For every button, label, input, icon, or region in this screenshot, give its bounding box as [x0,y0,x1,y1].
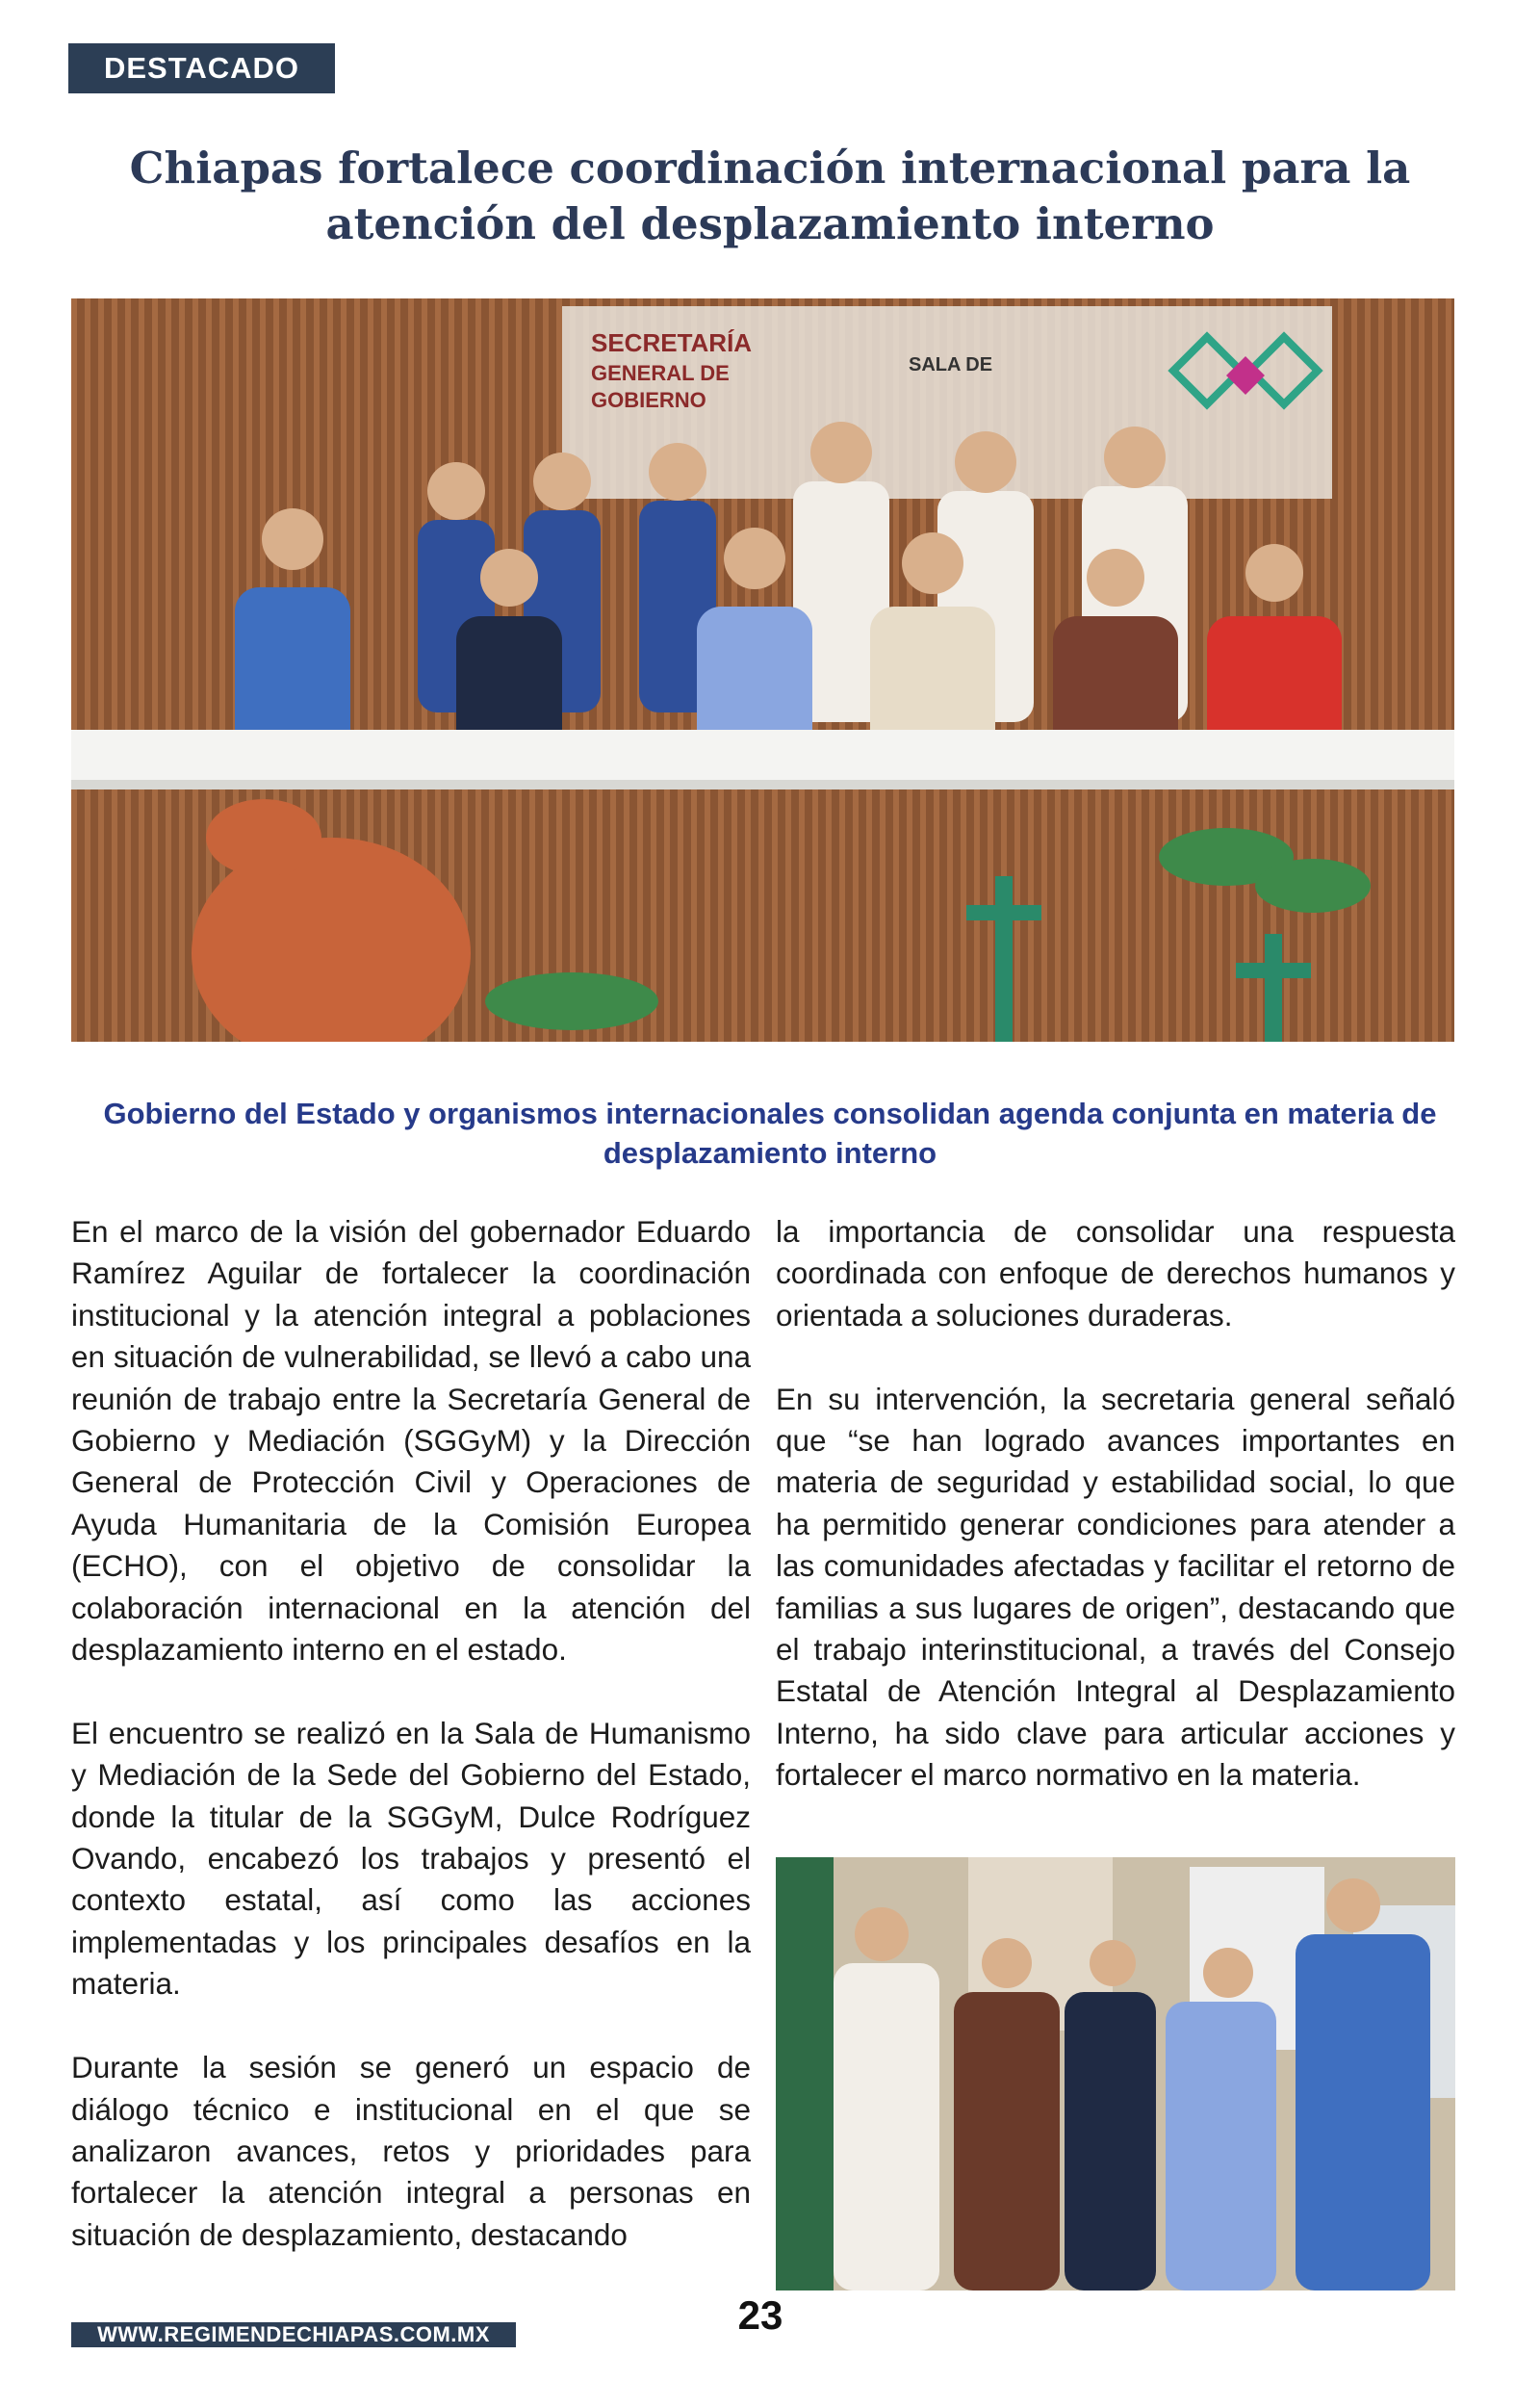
svg-text:GOBIERNO: GOBIERNO [591,388,706,412]
paragraph: En el marco de la visión del gobernador Eduardo Ramírez Aguilar de fortalecer la coordinación institucional y la atención integral a poblaciones en situación de vulnerabilidad, se llevó a cabo una reunión de trabajo entre la Secretaría General de Gobierno y Mediación (SGGyM) y la Dirección General de Protección Civil y Operaciones de Ayuda Humanitaria de la Comisión Europea (ECHO), con el objetivo de consolidar la colaboración internacional en la atención del desplazamiento interno en el estado. [71,1214,751,1668]
svg-text:GENERAL DE: GENERAL DE [591,361,730,385]
main-photo-illustration [71,298,1454,1042]
section-tag: DESTACADO [68,43,335,93]
page-number: 23 [737,2292,783,2338]
secondary-photo [776,1857,1455,2290]
article-subhead: Gobierno del Estado y organismos internacionales consolidan agenda conjunta en materia de desplazamiento interno [103,1097,1437,1170]
body-column-left [71,1211,751,2298]
sign-left-text: SECRETARÍA [591,328,753,357]
footer-url[interactable]: WWW.REGIMENDECHIAPAS.COM.MX [71,2322,516,2347]
svg-text:SALA DE: SALA DE [909,354,993,375]
article-headline: Chiapas fortalece coordinación internacional para la atención del desplazamiento interno [129,142,1411,249]
paragraph: Durante la sesión se generó un espacio de diálogo técnico e institucional en el que se analizaron avances, retos y prioridades para fortalecer la atención integral a personas en situación de desplazamiento, destacando [71,2050,751,2252]
secondary-photo-illustration [776,1857,1455,2290]
paragraph: En su intervención, la secretaria general señaló que “se han logrado avances importantes en materia de seguridad y estabilidad social, lo que ha permitido generar condiciones para atender a las comunidades afectadas y facilitar el retorno de familias a sus lugares de origen”, destacando que el trabajo interinstitucional, a través del Consejo Estatal de Atención Integral al Desplazamiento Interno, ha sido clave para articular acciones y fortalecer el marco normativo en la materia. [776,1381,1455,1793]
paragraph: la importancia de consolidar una respuesta coordinada con enfoque de derechos humanos y orientada a soluciones duraderas. [776,1214,1455,1333]
paragraph: El encuentro se realizó en la Sala de Humanismo y Mediación de la Sede del Gobierno del Estado, donde la titular de la SGGyM, Dulce Rodríguez Ovando, encabezó los trabajos y presentó el contexto estatal, así como las acciones implementadas y los principales desafíos en la materia. [71,1715,751,2002]
body-column-right [776,1211,1455,1838]
main-photo [71,298,1454,1042]
